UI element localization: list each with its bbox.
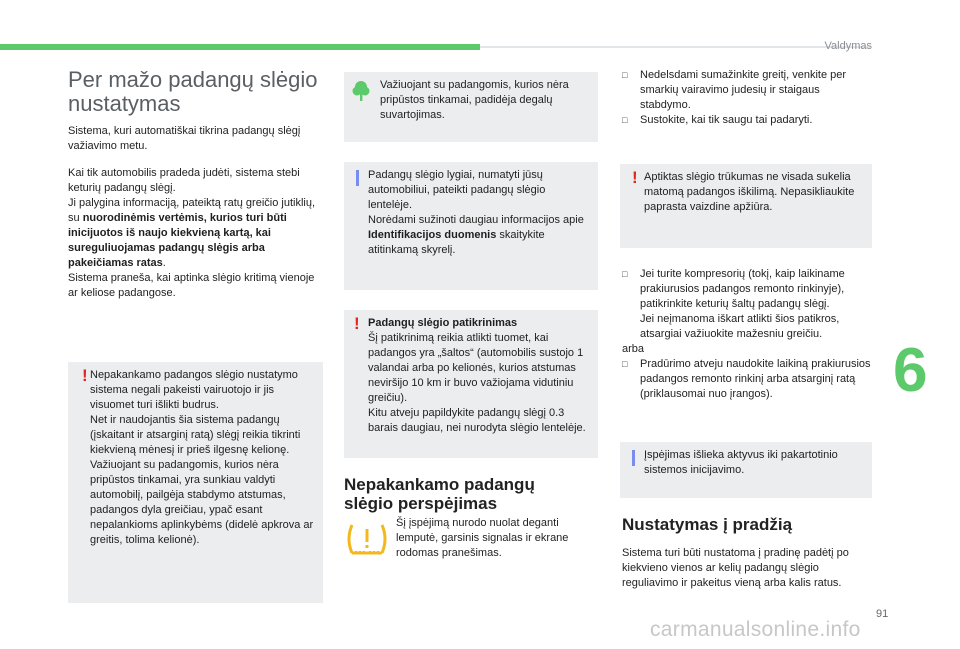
info-text: Įspėjimas išlieka aktyvus iki pakartotinio sistemos inicijavimo. (644, 449, 838, 476)
tire-pressure-warning-icon (346, 521, 388, 557)
section-label: Valdymas (824, 40, 872, 52)
page-title: Per mažo padangų slėgio nustatymas (68, 67, 318, 116)
header-accent-bar (0, 44, 480, 50)
warning-icon: ! (632, 168, 638, 187)
warning-icon: ! (82, 366, 88, 385)
reset-heading: Nustatymas į pradžią (622, 515, 793, 534)
warning-box-left (68, 362, 323, 603)
warning-box-right (620, 164, 872, 248)
bullet-icon: □ (622, 70, 628, 80)
alert-text: Šį įspėjimą nurodo nuolat deganti lemputė, garsinis signalas ir ekrane rodomas pranešimas. (396, 517, 569, 559)
info-text: Padangų slėgio lygiai, numatyti jūsų automobiliui, pateikti padangų slėgio lentelėje. Norėdami sužinoti daugiau informacijos apie Identifikacijos duomenis skaitykite atitinkamą skyrelį. (368, 169, 584, 256)
bullet-icon: □ (622, 359, 628, 369)
check-title: Padangų slėgio patikrinimas (368, 317, 518, 329)
or-separator: arba (622, 343, 645, 355)
info-box-right (620, 442, 872, 498)
header-rule (480, 46, 870, 48)
bullet-icon: □ (622, 269, 628, 279)
page-number: 91 (876, 608, 889, 620)
left-column-text (68, 124, 324, 301)
intro-paragraph: Sistema, kuri automatiškai tikrina padangų slėgį važiavimo metu. (68, 125, 301, 152)
list-item: □ Jei turite kompresorių (tokį, kaip laikiname prakiurusios padangos remonto rinkinyje), patikrinkite keturių šaltų padangų slėgį. Jei neįmanoma iškart atlikti šios patikros, atsargiai važiuokite mažesniu greičiu. (622, 268, 845, 340)
tree-icon (352, 80, 370, 102)
warning-icon: ! (354, 314, 360, 333)
list-item: □ Pradūrimo atveju naudokite laikiną prakiurusios padangos remonto rinkinį arba atsarginį ratą (priklausomai nuo įrangos). (622, 358, 871, 400)
chapter-number: 6 (893, 336, 928, 405)
warning-text: Aptiktas slėgio trūkumas ne visada sukelia matomą padangos iškilimą. Nepasikliaukite paprasta vaizdine apžiūra. (644, 171, 855, 213)
check-text: Padangų slėgio patikrinimas Šį patikrinimą reikia atlikti tuomet, kai padangos yra „šaltos“ (automobilis sustojo 1 valandai arba po kelionės, kurios atstumas neviršijo 10 km ir buvo važiojama vidutiniu greičiu). Kitu atveju papildykite padangų slėgį 0.3 barais daugiau, nei nurodyta slėgio lentelėje. (368, 317, 586, 434)
check-warning-box (344, 310, 598, 458)
bullet-icon: □ (622, 115, 628, 125)
warning-text: Nepakankamo padangos slėgio nustatymo sistema negali pakeisti vairuotojo ir jis visuomet turi išlikti budrus. Net ir naudojantis šia sistema padangų (įskaitant ir atsarginį ratą) slėgį reikia tikrinti kiekvieną mėnesį ir prieš ilgesnę kelionę. Važiuojant su padangomis, kurios nėra pripūstos tinkamai, yra sunkiau valdyti automobilį, pailgėja stabdymo atstumas, padangos dyla greičiau, ypač esant nepalankioms aplinkybėms (didelė apkrova ar greitis, tolima kelionė). (90, 369, 314, 546)
right-bullets-top (622, 68, 872, 128)
eco-note-box (344, 72, 598, 142)
info-icon (356, 170, 359, 186)
eco-note-text: Važiuojant su padangomis, kurios nėra pripūstos tinkamai, padidėja degalų suvartojimas. (380, 79, 569, 121)
right-bullets-mid (622, 267, 872, 402)
description-paragraph: Kai tik automobilis pradeda judėti, sistema stebi keturių padangų slėgį. Ji palygina informaciją, pateiktą ratų greičio jutiklių, su nuorodinėmis vertėmis, kurios turi būti inicijuotos iš naujo kiekvieną kartą, kai sureguliuojamas padangų slėgis arba pakeičiamas ratas. Sistema praneša, kai aptinka slėgio kritimą vienoje ar keliose padangose. (68, 167, 316, 299)
alert-heading: Nepakankamo padangų slėgio perspėjimas (344, 475, 535, 513)
reset-text: Sistema turi būti nustatoma į pradinę padėtį po kiekvieno vienos ar kelių padangų slėgio reguliavimo ir pakeitus vieną arba kalis ratus. (622, 547, 849, 589)
info-box-middle (344, 162, 598, 290)
list-item: □ Nedelsdami sumažinkite greitį, venkite per smarkių vairavimo judesių ir staigaus stabdymo. (622, 69, 847, 111)
info-icon (632, 450, 635, 466)
list-item: □ Sustokite, kai tik saugu tai padaryti. (622, 114, 813, 126)
watermark: carmanualsonline.info (650, 618, 861, 641)
